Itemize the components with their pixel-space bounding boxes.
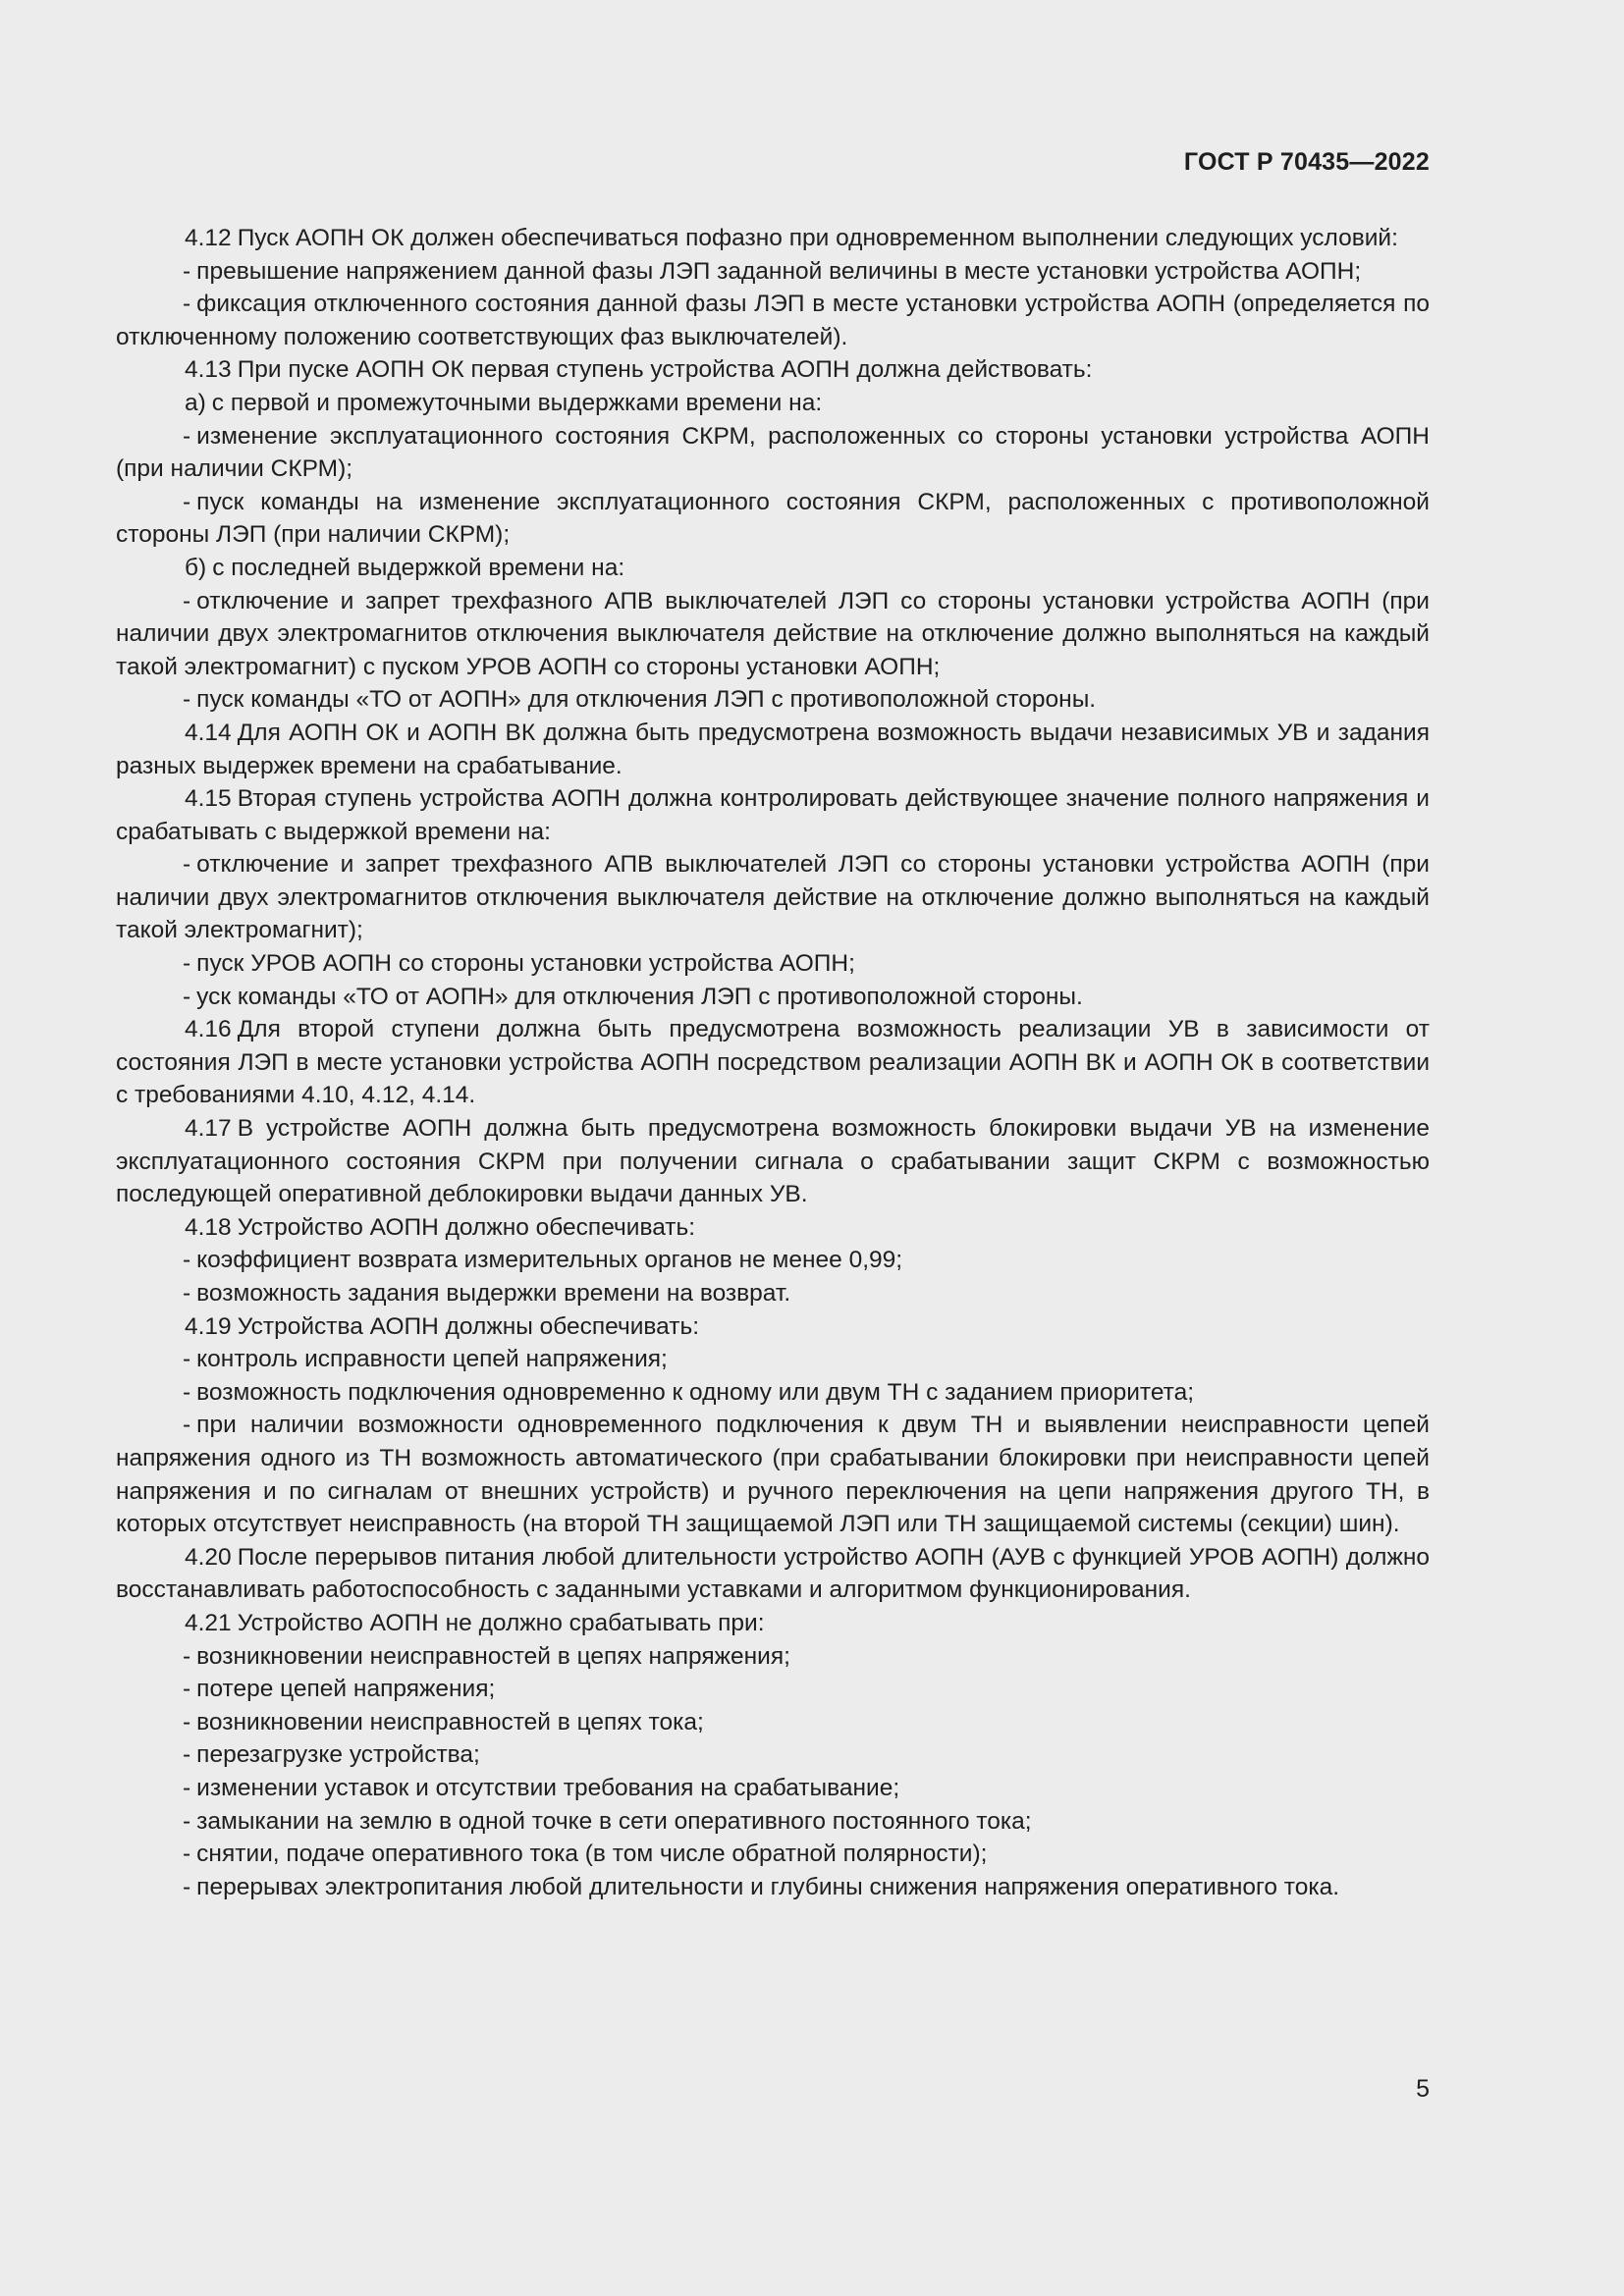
paragraph-text: с первой и промежуточными выдержками времени на: — [211, 389, 823, 416]
clause-number: б) — [185, 554, 207, 581]
clause-paragraph — [116, 1310, 1430, 1344]
list-item — [116, 1376, 1430, 1410]
list-dash: - — [183, 851, 191, 879]
list-item — [116, 683, 1430, 717]
clause-paragraph — [116, 1112, 1430, 1211]
clause-number: 4.13 — [185, 356, 232, 384]
paragraph-text: Устройство АОПН должно обеспечивать: — [237, 1213, 696, 1241]
clause-paragraph — [116, 1541, 1430, 1607]
list-dash: - — [183, 1280, 191, 1307]
list-dash: - — [183, 1841, 191, 1868]
clause-paragraph — [116, 782, 1430, 848]
paragraph-text: Устройство АОПН не должно срабатывать при: — [237, 1609, 765, 1636]
list-dash: - — [183, 1807, 191, 1835]
paragraph-text: замыкании на землю в одной точке в сети оперативного постоянного тока; — [196, 1807, 1032, 1835]
list-dash: - — [183, 1741, 191, 1769]
list-item — [116, 1772, 1430, 1805]
paragraph-text: перерывах электропитания любой длительности и глубины снижения напряжения оперативного тока. — [196, 1873, 1340, 1900]
paragraph-text: превышение напряжением данной фазы ЛЭП заданной величины в месте установки устройства АОПН; — [196, 257, 1362, 285]
list-item — [116, 255, 1430, 289]
list-item — [116, 1805, 1430, 1839]
paragraph-text: После перерывов питания любой длительности устройство АОПН (АУВ с функцией УРОВ АОПН) должно восстанавливать работоспособность с заданными уставками и алгоритмом функционирования. — [116, 1543, 1430, 1604]
list-dash: - — [183, 1346, 191, 1373]
list-item — [116, 1277, 1430, 1310]
list-item — [116, 848, 1430, 947]
clause-paragraph — [116, 717, 1430, 782]
clause-number: 4.18 — [185, 1213, 232, 1241]
clause-paragraph — [116, 1607, 1430, 1640]
clause-number: 4.17 — [185, 1115, 232, 1143]
list-dash: - — [183, 291, 191, 318]
list-dash: - — [183, 422, 191, 450]
clause-paragraph — [116, 387, 1430, 420]
paragraph-text: возможность подключения одновременно к одному или двум ТН с заданием приоритета; — [196, 1378, 1195, 1406]
clause-paragraph — [116, 353, 1430, 387]
page-number: 5 — [1416, 2075, 1430, 2103]
paragraph-text: При пуске АОПН ОК первая ступень устройства АОПН должна действовать: — [237, 356, 1093, 384]
list-item — [116, 1343, 1430, 1376]
list-item — [116, 1640, 1430, 1674]
list-item — [116, 1838, 1430, 1871]
list-dash: - — [183, 1378, 191, 1406]
paragraph-text: пуск команды «ТО от АОПН» для отключения ЛЭП с противоположной стороны. — [196, 686, 1097, 714]
list-dash: - — [183, 1873, 191, 1900]
list-dash: - — [183, 983, 191, 1010]
document-header: ГОСТ Р 70435—2022 — [1183, 148, 1430, 176]
paragraph-text: изменение эксплуатационного состояния СКРМ, расположенных со стороны установки устройства АОПН (при наличии СКРМ); — [116, 422, 1430, 483]
paragraph-text: Вторая ступень устройства АОПН должна контролировать действующее значение полного напряжения и срабатывать с выдержкой времени на: — [116, 785, 1430, 845]
paragraph-text: В устройстве АОПН должна быть предусмотрена возможность блокировки выдачи УВ на изменение эксплуатационного состояния СКРМ при получении сигнала о срабатывании защит СКРМ с возможностью последующей оперативной деблокировки выдачи данных УВ. — [116, 1115, 1430, 1208]
list-dash: - — [183, 1247, 191, 1274]
paragraph-text: пуск УРОВ АОПН со стороны установки устройства АОПН; — [196, 950, 855, 978]
list-item — [116, 1409, 1430, 1540]
list-dash: - — [183, 686, 191, 714]
clause-number: 4.20 — [185, 1543, 232, 1571]
clause-number: 4.14 — [185, 719, 232, 746]
list-item — [116, 288, 1430, 353]
clause-number: 4.12 — [185, 225, 232, 251]
list-dash: - — [183, 1676, 191, 1703]
list-dash: - — [183, 1708, 191, 1735]
paragraph-text: возникновении неисправностей в цепях напряжения; — [196, 1642, 790, 1670]
clause-number: 4.15 — [185, 785, 232, 813]
list-item — [116, 947, 1430, 981]
list-dash: - — [183, 587, 191, 614]
paragraph-text: возникновении неисправностей в цепях тока; — [196, 1708, 704, 1735]
paragraph-text: отключение и запрет трехфазного АПВ выключателей ЛЭП со стороны установки устройства АОПН (при наличии двух электромагнитов отключения выключателя действие на отключение должно выполняться на каждый такой электромагнит); — [116, 851, 1430, 944]
list-dash: - — [183, 950, 191, 978]
clause-number: 4.16 — [185, 1016, 232, 1043]
list-item — [116, 486, 1430, 552]
list-item — [116, 1244, 1430, 1277]
list-dash: - — [183, 1774, 191, 1801]
list-item — [116, 1738, 1430, 1772]
paragraph-text: снятии, подаче оперативного тока (в том числе обратной полярности); — [196, 1841, 988, 1868]
list-item — [116, 585, 1430, 684]
list-item — [116, 420, 1430, 486]
list-item — [116, 1706, 1430, 1739]
document-body — [116, 222, 1430, 1903]
paragraph-text: коэффициент возврата измерительных органов не менее 0,99; — [196, 1247, 903, 1274]
paragraph-text: Пуск АОПН ОК должен обеспечиваться пофазно при одновременном выполнении следующих условий: — [237, 225, 1398, 251]
list-dash: - — [183, 1412, 191, 1439]
paragraph-text: возможность задания выдержки времени на возврат. — [196, 1280, 791, 1307]
paragraph-text: с последней выдержкой времени на: — [212, 554, 625, 581]
paragraph-text: пуск команды на изменение эксплуатационного состояния СКРМ, расположенных с противоположной стороны ЛЭП (при наличии СКРМ); — [116, 488, 1430, 549]
paragraph-text: изменении уставок и отсутствии требования на срабатывание; — [196, 1774, 900, 1801]
clause-number: а) — [185, 389, 206, 416]
clause-number: 4.21 — [185, 1609, 232, 1636]
clause-number: 4.19 — [185, 1312, 232, 1340]
list-dash: - — [183, 257, 191, 285]
clause-paragraph — [116, 222, 1430, 255]
list-item — [116, 1871, 1430, 1904]
paragraph-text: фиксация отключенного состояния данной фазы ЛЭП в месте установки устройства АОПН (определяется по отключенному положению соответствующих фаз выключателей). — [116, 291, 1430, 350]
list-item — [116, 1673, 1430, 1706]
list-item — [116, 981, 1430, 1014]
paragraph-text: отключение и запрет трехфазного АПВ выключателей ЛЭП со стороны установки устройства АОПН (при наличии двух электромагнитов отключения выключателя действие на отключение должно выполняться на каждый такой электромагнит) с пуском УРОВ АОПН со стороны установки АОПН; — [116, 587, 1430, 680]
paragraph-text: контроль исправности цепей напряжения; — [196, 1346, 668, 1373]
paragraph-text: перезагрузке устройства; — [196, 1741, 480, 1769]
clause-paragraph — [116, 1211, 1430, 1245]
paragraph-text: Для второй ступени должна быть предусмотрена возможность реализации УВ в зависимости от состояния ЛЭП в месте установки устройства АОПН посредством реализации АОПН ВК и АОПН ОК в соответствии с требованиями 4.10, 4.12, 4.14. — [116, 1016, 1430, 1109]
list-dash: - — [183, 488, 191, 515]
paragraph-text: Устройства АОПН должны обеспечивать: — [237, 1312, 700, 1340]
paragraph-text: при наличии возможности одновременного подключения к двум ТН и выявлении неисправности цепей напряжения одного из ТН возможность автоматического (при срабатывании блокировки при неисправности цепей напряжения и по сигналам от внешних устройств) и ручного переключения на цепи напряжения другого ТН, в которых отсутствует неисправность (на второй ТН защищаемой ЛЭП или ТН защищаемой системы (секции) шин). — [116, 1412, 1430, 1538]
clause-paragraph — [116, 552, 1430, 585]
paragraph-text: Для АОПН ОК и АОПН ВК должна быть предусмотрена возможность выдачи независимых УВ и задания разных выдержек времени на срабатывание. — [116, 719, 1430, 779]
list-dash: - — [183, 1642, 191, 1670]
clause-paragraph — [116, 1013, 1430, 1112]
paragraph-text: потере цепей напряжения; — [196, 1676, 496, 1703]
paragraph-text: уск команды «ТО от АОПН» для отключения ЛЭП с противоположной стороны. — [196, 983, 1083, 1010]
